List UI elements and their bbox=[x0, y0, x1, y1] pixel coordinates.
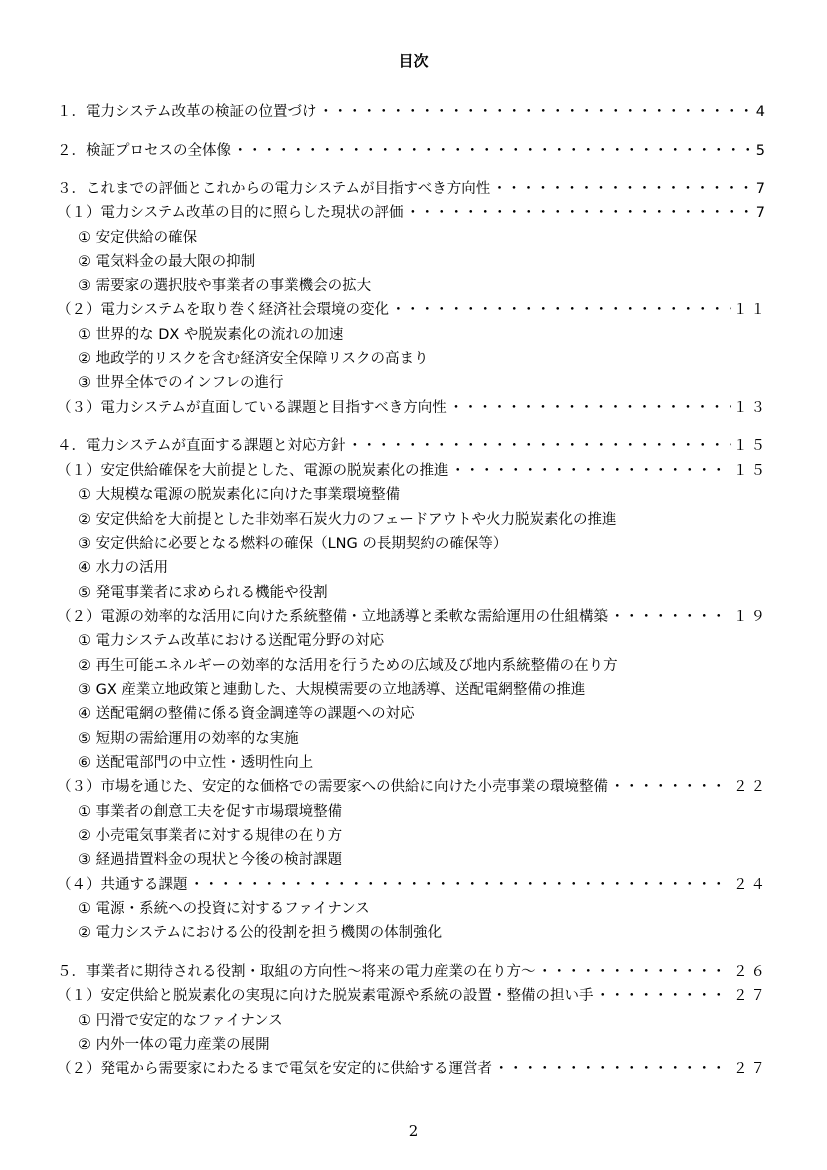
toc-subentry[interactable] bbox=[78, 276, 371, 296]
toc-subentry[interactable] bbox=[78, 826, 342, 846]
toc-entry[interactable] bbox=[57, 102, 768, 122]
toc-entry[interactable] bbox=[57, 436, 768, 456]
leader-dots bbox=[406, 203, 754, 223]
leader-dots bbox=[233, 141, 754, 161]
toc-subentry[interactable] bbox=[78, 729, 299, 749]
toc-entry-text: （２）発電から需要家にわたるまで電気を安定的に供給する運営者 bbox=[57, 1061, 492, 1077]
toc-entry-text: （１）電力システム改革の目的に照らした現状の評価 bbox=[57, 205, 404, 221]
leader-dots bbox=[494, 1059, 731, 1079]
toc-entry-text: ④ 送配電網の整備に係る資金調達等の課題への対応 bbox=[78, 706, 415, 722]
toc-entry-page: 7 bbox=[755, 205, 768, 221]
toc-entry[interactable] bbox=[57, 300, 768, 320]
toc-entry-text: ２．検証プロセスの全体像 bbox=[57, 143, 231, 159]
toc-subentry[interactable] bbox=[78, 583, 328, 603]
toc-entry-text: ⑤ 発電事業者に求められる機能や役割 bbox=[78, 585, 328, 601]
toc-subentry[interactable] bbox=[78, 802, 342, 822]
leader-dots bbox=[538, 962, 732, 982]
toc-subentry[interactable] bbox=[78, 558, 168, 578]
leader-dots bbox=[190, 875, 732, 895]
toc-entry-text: ① 電力システム改革における送配電分野の対応 bbox=[78, 633, 385, 649]
toc-title: 目次 bbox=[398, 52, 429, 70]
toc-subentry[interactable] bbox=[78, 1011, 283, 1031]
toc-entry[interactable] bbox=[57, 141, 768, 161]
toc-entry-text: （２）電源の効率的な活用に向けた系統整備・立地誘導と柔軟な需給運用の仕組構築 bbox=[57, 609, 608, 625]
toc-entry-text: ５．事業者に期待される役割・取組の方向性～将来の電力産業の在り方～ bbox=[57, 964, 536, 980]
toc-entry-text: （３）電力システムが直面している課題と目指すべき方向性 bbox=[57, 400, 447, 416]
toc-entry[interactable] bbox=[57, 179, 768, 199]
toc-subentry[interactable] bbox=[78, 850, 342, 870]
toc-entry-page: 4 bbox=[755, 104, 768, 120]
leader-dots bbox=[610, 607, 731, 627]
toc-entry[interactable] bbox=[57, 203, 768, 223]
toc-subentry[interactable] bbox=[78, 704, 415, 724]
toc-entry-text: ① 事業者の創意工夫を促す市場環境整備 bbox=[78, 804, 343, 820]
toc-entry[interactable] bbox=[57, 962, 768, 982]
toc-entry-text: （２）電力システムを取り巻く経済社会環境の変化 bbox=[57, 302, 390, 318]
leader-dots bbox=[391, 300, 731, 320]
toc-entry-text: ② 地政学的リスクを含む経済安全保障リスクの高まり bbox=[78, 351, 429, 367]
toc-entry-text: （１）安定供給確保を大前提とした、電源の脱炭素化の推進 bbox=[57, 463, 449, 479]
toc-entry[interactable] bbox=[57, 1059, 768, 1079]
toc-entry[interactable] bbox=[57, 875, 768, 895]
toc-entry-text: ① 安定供給の確保 bbox=[78, 230, 198, 246]
toc-entry-text: ③ GX 産業立地政策と連動した、大規模需要の立地誘導、送配電網整備の推進 bbox=[78, 682, 586, 698]
leader-dots bbox=[348, 436, 731, 456]
toc-subentry[interactable] bbox=[78, 656, 618, 676]
toc-entry-text: ① 電源・系統への投資に対するファイナンス bbox=[78, 901, 370, 917]
toc-entry-page: １５ bbox=[733, 438, 768, 454]
toc-subentry[interactable] bbox=[78, 485, 400, 505]
toc-entry-text: ⑤ 短期の需給運用の効率的な実施 bbox=[78, 731, 299, 747]
toc-entry-text: ② 電気料金の最大限の抑制 bbox=[78, 254, 256, 270]
toc-entry-text: （３）市場を通じた、安定的な価格での需要家への供給に向けた小売事業の環境整備 bbox=[57, 779, 608, 795]
toc-subentry[interactable] bbox=[78, 252, 255, 272]
toc-subentry[interactable] bbox=[78, 510, 616, 530]
toc-entry-page: １３ bbox=[733, 400, 768, 416]
page-number: 2 bbox=[408, 1122, 419, 1140]
toc-entry-page: ２７ bbox=[733, 1061, 768, 1077]
toc-subentry[interactable] bbox=[78, 899, 370, 919]
toc-entry-text: ③ 世界全体でのインフレの進行 bbox=[78, 375, 284, 391]
leader-dots bbox=[319, 102, 754, 122]
toc-entry-page: １５ bbox=[733, 463, 768, 479]
toc-entry-text: ③ 安定供給に必要となる燃料の確保（LNG の長期契約の確保等） bbox=[78, 536, 508, 552]
toc-entry-text: ① 大規模な電源の脱炭素化に向けた事業環境整備 bbox=[78, 487, 401, 503]
toc-subentry[interactable] bbox=[78, 373, 284, 393]
toc-entry-text: ⑥ 送配電部門の中立性・透明性向上 bbox=[78, 755, 314, 771]
toc-entry-text: ４．電力システムが直面する課題と対応方針 bbox=[57, 438, 346, 454]
toc-entry[interactable] bbox=[57, 986, 768, 1006]
toc-subentry[interactable] bbox=[78, 923, 442, 943]
toc-entry-page: 5 bbox=[755, 143, 768, 159]
toc-entry-page: １１ bbox=[733, 302, 768, 318]
toc-entry-text: ３．これまでの評価とこれからの電力システムが目指すべき方向性 bbox=[57, 181, 491, 197]
toc-entry[interactable] bbox=[57, 607, 768, 627]
toc-entry-page: ２４ bbox=[733, 877, 768, 893]
toc-entry-page: 7 bbox=[755, 181, 768, 197]
toc-entry-text: （４）共通する課題 bbox=[57, 877, 188, 893]
toc-subentry[interactable] bbox=[78, 325, 343, 345]
toc-entry-page: ２７ bbox=[733, 988, 768, 1004]
leader-dots bbox=[449, 398, 731, 418]
toc-entry-text: ③ 需要家の選択肢や事業者の事業機会の拡大 bbox=[78, 278, 372, 294]
toc-entry-text: ① 円滑で安定的なファイナンス bbox=[78, 1013, 283, 1029]
toc-entry-text: ② 内外一体の電力産業の展開 bbox=[78, 1037, 270, 1053]
toc-entry-text: ② 電力システムにおける公的役割を担う機関の体制強化 bbox=[78, 925, 443, 941]
toc-subentry[interactable] bbox=[78, 680, 585, 700]
toc-entry[interactable] bbox=[57, 398, 768, 418]
toc-entry[interactable] bbox=[57, 461, 768, 481]
leader-dots bbox=[596, 986, 732, 1006]
toc-entry-text: （１）安定供給と脱炭素化の実現に向けた脱炭素電源や系統の設置・整備の担い手 bbox=[57, 988, 594, 1004]
toc-entry-text: ② 安定供給を大前提とした非効率石炭火力のフェードアウトや火力脱炭素化の推進 bbox=[78, 512, 617, 528]
toc-entry-text: ① 世界的な DX や脱炭素化の流れの加速 bbox=[78, 327, 344, 343]
toc-entry-text: １．電力システム改革の検証の位置づけ bbox=[57, 104, 317, 120]
toc-subentry[interactable] bbox=[78, 753, 313, 773]
toc-subentry[interactable] bbox=[78, 534, 507, 554]
leader-dots bbox=[492, 179, 754, 199]
leader-dots bbox=[451, 461, 732, 481]
leader-dots bbox=[610, 777, 731, 797]
toc-entry-page: ２２ bbox=[733, 779, 768, 795]
toc-entry-page: ２６ bbox=[733, 964, 768, 980]
toc-subentry[interactable] bbox=[78, 228, 197, 248]
toc-entry-page: １９ bbox=[733, 609, 768, 625]
toc-entry-text: ② 小売電気事業者に対する規律の在り方 bbox=[78, 828, 343, 844]
toc-subentry[interactable] bbox=[78, 349, 429, 369]
toc-subentry[interactable] bbox=[78, 631, 384, 651]
toc-entry[interactable] bbox=[57, 777, 768, 797]
toc-entry-text: ④ 水力の活用 bbox=[78, 560, 169, 576]
toc-entry-text: ③ 経過措置料金の現状と今後の検討課題 bbox=[78, 852, 343, 868]
toc-entry-text: ② 再生可能エネルギーの効率的な活用を行うための広域及び地内系統整備の在り方 bbox=[78, 658, 618, 674]
toc-subentry[interactable] bbox=[78, 1035, 270, 1055]
